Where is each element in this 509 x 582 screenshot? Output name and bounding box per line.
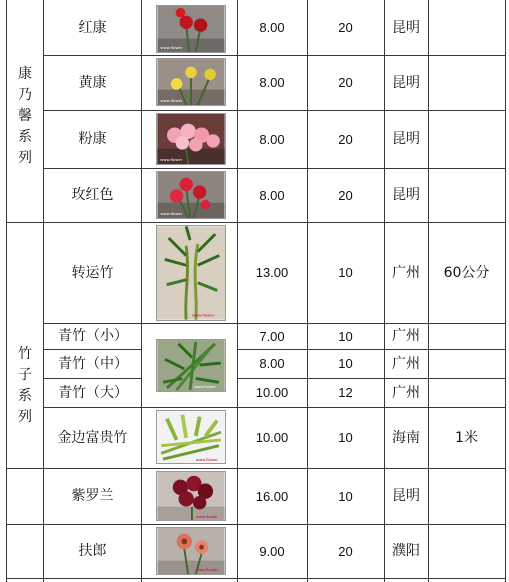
- yellow-carnation-photo: [156, 58, 226, 106]
- grid-line: [43, 55, 506, 56]
- price: 10.00: [255, 385, 289, 400]
- grid-line: [384, 0, 385, 582]
- svg-text:www.flower: www.flower: [195, 567, 218, 573]
- price: 16.00: [255, 488, 289, 504]
- grid-line: [6, 468, 506, 469]
- grid-line: [237, 349, 506, 350]
- quantity: 20: [338, 543, 353, 559]
- note: [428, 168, 505, 222]
- quantity: 20: [338, 20, 353, 35]
- category-char: 子: [18, 366, 32, 383]
- note: 1米: [455, 429, 478, 446]
- note: 60公分: [443, 264, 490, 281]
- price: 9.00: [259, 543, 285, 559]
- flower-name: 金边富贵竹: [57, 429, 128, 446]
- note: [428, 468, 505, 524]
- svg-text:www.flower: www.flower: [195, 514, 218, 520]
- category-char: 康: [18, 66, 32, 82]
- svg-text:www.flower: www.flower: [195, 457, 218, 463]
- origin: 昆明: [392, 488, 420, 504]
- flower-name: 紫罗兰: [71, 488, 114, 504]
- svg-text:www.flower: www.flower: [191, 312, 215, 318]
- grid-line: [428, 0, 429, 582]
- grid-line: [6, 524, 506, 525]
- price: 7.00: [259, 328, 285, 344]
- grid-line: [6, 578, 506, 579]
- grid-line: [43, 323, 506, 324]
- price: 8.00: [259, 75, 285, 90]
- flower-name: 青竹（中）: [58, 355, 128, 372]
- grid-line: [43, 168, 506, 169]
- category-char: 列: [18, 150, 32, 166]
- category-bamboo-series: [7, 222, 43, 468]
- origin: 海南: [392, 429, 420, 446]
- stock-flower-photo: [156, 471, 226, 521]
- category-char: 馨: [18, 108, 32, 124]
- grid-line: [43, 0, 44, 582]
- flower-name: 黄康: [78, 74, 107, 91]
- flower-name: 扶郎: [78, 543, 107, 559]
- price: 8.00: [259, 356, 285, 371]
- category-char: 列: [18, 408, 32, 425]
- category-char: 系: [18, 129, 32, 145]
- svg-text:www.flower: www.flower: [160, 45, 183, 51]
- price: 8.00: [259, 131, 285, 147]
- golden-edge-bamboo-photo: [156, 410, 226, 464]
- quantity: 10: [338, 488, 353, 504]
- origin: 广州: [392, 355, 420, 372]
- note: [428, 524, 505, 578]
- flower-name: 青竹（小）: [58, 328, 128, 344]
- origin: 广州: [392, 384, 420, 401]
- note: [428, 55, 505, 110]
- grid-line: [43, 110, 506, 111]
- grid-line: [43, 349, 141, 350]
- grid-line: [307, 0, 308, 582]
- price: 13.00: [255, 265, 289, 280]
- price: 10.00: [255, 430, 289, 445]
- note: [428, 110, 505, 168]
- origin: 昆明: [392, 187, 420, 203]
- category-char: 竹: [18, 345, 32, 362]
- grid-line: [6, 222, 506, 223]
- green-bamboo-photo: [156, 339, 226, 392]
- svg-text:www.flower: www.flower: [160, 98, 183, 104]
- gerbera-photo: [156, 527, 226, 575]
- lucky-bamboo-photo: [156, 225, 226, 321]
- price: 8.00: [259, 187, 285, 203]
- origin: 昆明: [392, 74, 420, 91]
- grid-line: [43, 378, 141, 379]
- flower-name: 转运竹: [71, 264, 114, 281]
- category-char: 系: [18, 387, 32, 404]
- grid-line: [237, 378, 506, 379]
- quantity: 20: [338, 75, 353, 90]
- svg-text:www.flower: www.flower: [193, 384, 216, 390]
- category-carnation-series: [7, 0, 43, 222]
- red-carnation-photo: [156, 5, 226, 53]
- quantity: 10: [338, 265, 353, 280]
- grid-line: [141, 0, 142, 582]
- origin: 昆明: [392, 19, 420, 36]
- flower-name: 红康: [78, 19, 107, 36]
- flower-name: 玫红色: [71, 187, 114, 203]
- note: [428, 0, 505, 55]
- category-char: 乃: [18, 87, 32, 103]
- quantity: 20: [338, 187, 353, 203]
- pink-carnation-photo: [156, 113, 226, 165]
- quantity: 20: [338, 131, 353, 147]
- quantity: 10: [338, 430, 353, 445]
- origin: 濮阳: [392, 543, 420, 559]
- grid-line: [43, 407, 506, 408]
- grid-line: [237, 0, 238, 582]
- flower-name: 青竹（大）: [58, 384, 128, 401]
- origin: 广州: [392, 264, 420, 281]
- origin: 昆明: [392, 131, 420, 147]
- price: 8.00: [259, 20, 285, 35]
- flower-name: 粉康: [78, 131, 107, 147]
- svg-text:www.flower: www.flower: [160, 211, 183, 217]
- quantity: 10: [338, 328, 353, 344]
- quantity: 12: [338, 385, 353, 400]
- origin: 广州: [392, 328, 420, 344]
- rose-red-carnation-photo: [156, 171, 226, 219]
- grid-line: [505, 0, 506, 582]
- quantity: 10: [338, 356, 353, 371]
- grid-line: [6, 0, 7, 582]
- svg-text:www.flower: www.flower: [160, 157, 183, 163]
